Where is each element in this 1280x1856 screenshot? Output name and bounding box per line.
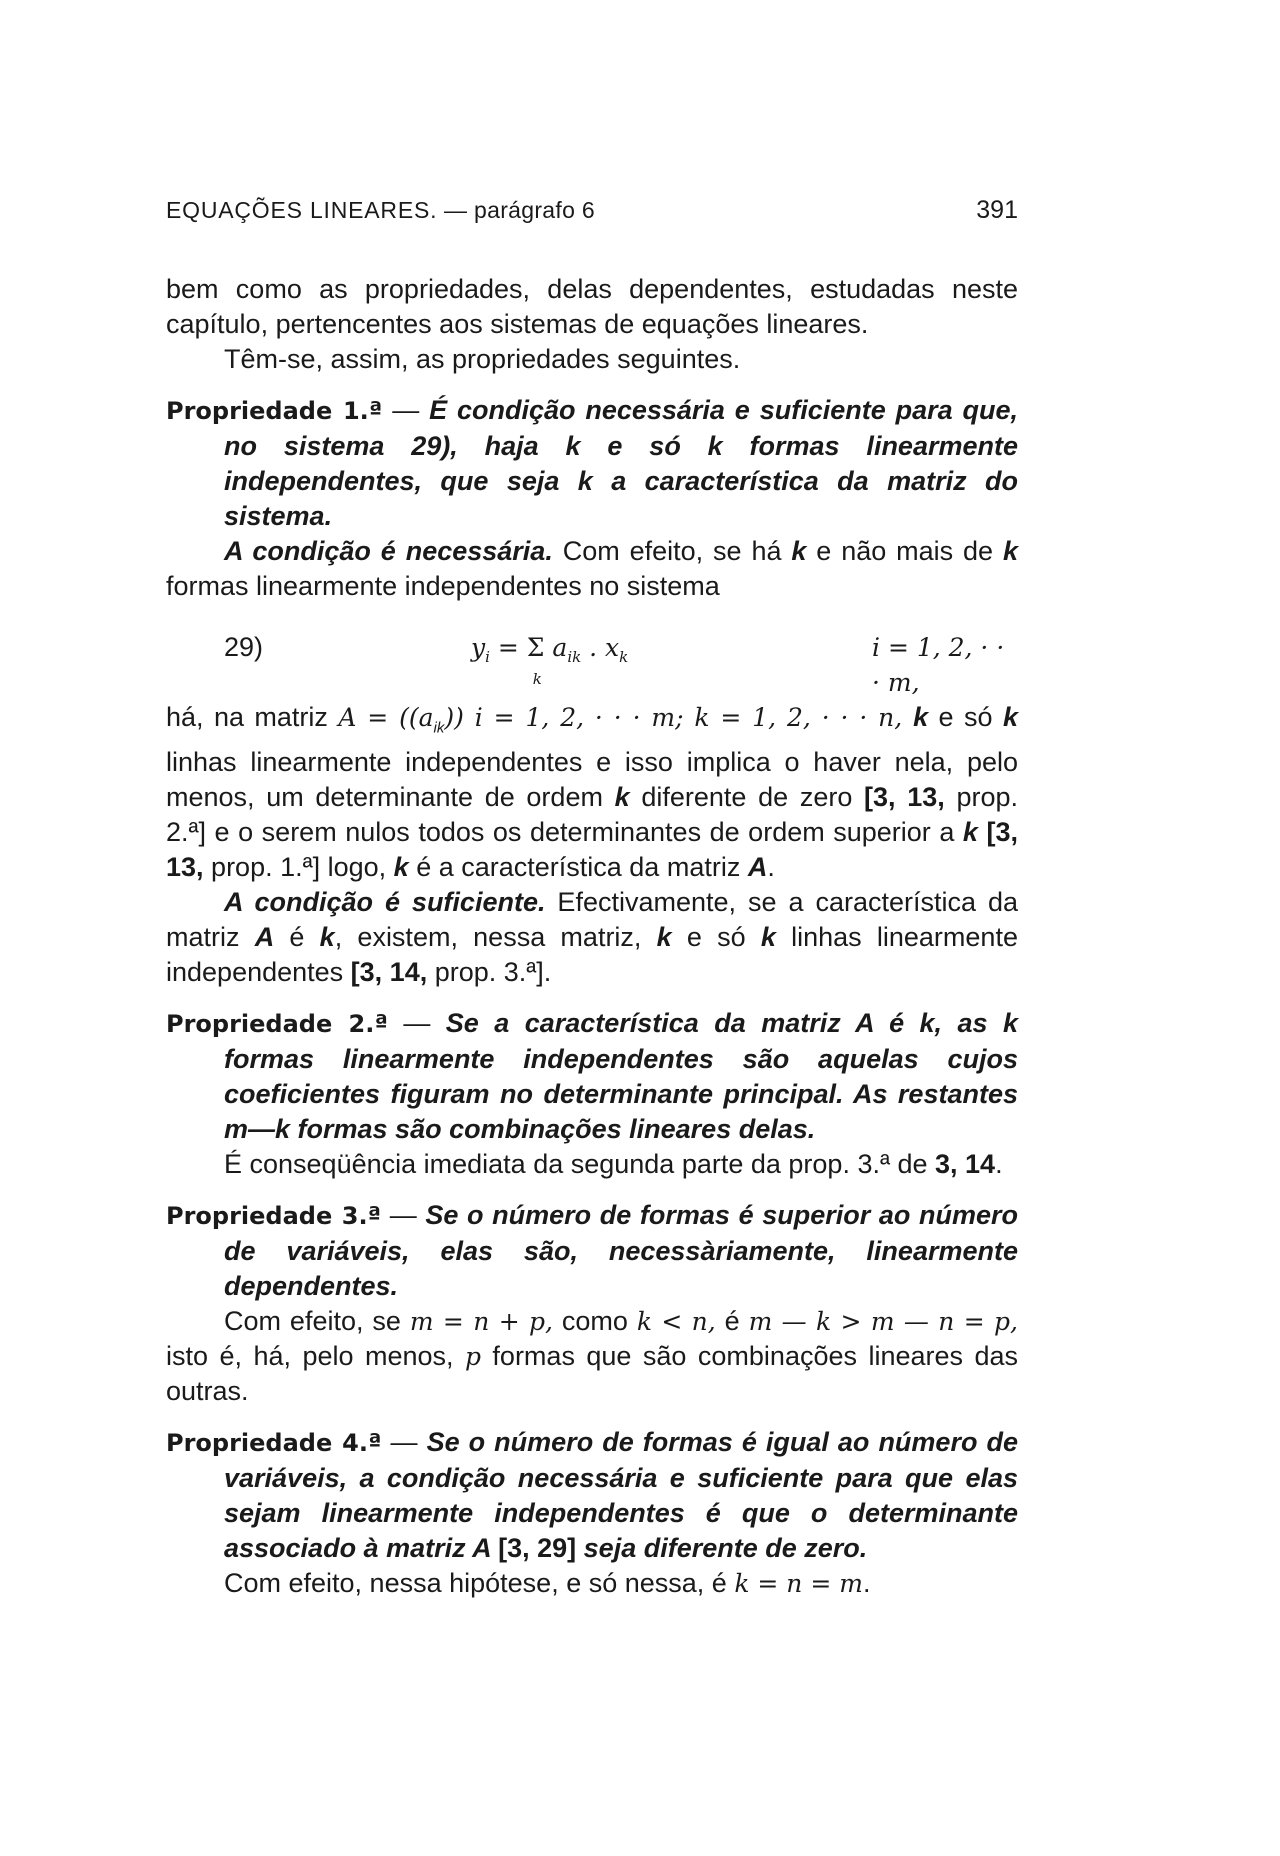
equation-body	[471, 630, 629, 688]
matrix-text-b: e só	[928, 702, 1003, 732]
property-3-math-1: m = n + p,	[409, 1307, 553, 1337]
equation-29	[166, 622, 1018, 697]
property-4-math: k = n = m	[734, 1569, 863, 1599]
page-header	[166, 196, 1018, 225]
property-3-label: Propriedade 3.ª	[166, 1202, 382, 1231]
matrix-text-f: logo,	[320, 852, 394, 883]
matrix-A: A	[747, 852, 768, 883]
property-1-statement-block	[166, 393, 1018, 534]
property-2-dash: —	[387, 1008, 446, 1039]
intro-paragraph: bem como as propriedades, delas dependentes, estudadas neste capítulo, pertencentes aos sistemas de equações lineares.	[166, 274, 1018, 339]
reference-3-14: [3, 14,	[350, 957, 428, 988]
eq-lhs-sub: i	[485, 648, 490, 666]
necessity-k1: k	[791, 536, 807, 566]
eq-a: a	[544, 633, 568, 662]
sufficiency-k3: k	[760, 922, 776, 953]
property-1-dash: —	[382, 395, 430, 425]
eq-x-sub: k	[619, 648, 629, 666]
property-2-label: Propriedade 2.ª	[166, 1010, 388, 1039]
page-body	[166, 272, 1018, 1601]
sufficiency-heading: A condição é suficiente.	[224, 887, 546, 918]
property-4-label: Propriedade 4.ª	[166, 1429, 382, 1458]
matrix-index: i = 1, 2, · · · m; k = 1, 2, · · · n,	[463, 703, 914, 732]
property-3-text-a: Com efeito, se	[224, 1306, 410, 1337]
equation-index-range: i = 1, 2, · · · m,	[872, 633, 1005, 697]
property-1-matrix-argument	[166, 700, 1018, 885]
property-3-text-b: como	[552, 1306, 637, 1337]
property-1-label: Propriedade 1.ª	[166, 397, 383, 425]
necessity-text-c: formas linearmente independentes no sistema	[166, 571, 720, 601]
property-1-statement: É condição necessária e suficiente para que, no sistema 29), haja k e só k formas linearmente independentes, que seja k a característica da matriz do sistema.	[224, 395, 1018, 531]
reference-3-13-b: [3, 13,	[166, 817, 1018, 883]
sufficiency-text-c: , existem, nessa matriz,	[334, 922, 657, 953]
sufficiency-text-d: e só	[671, 922, 761, 953]
running-title-rest: — parágrafo 6	[444, 197, 595, 223]
property-4-proof	[166, 1566, 1018, 1601]
equation-number: 29)	[224, 632, 264, 662]
property-3-math-2: k < n,	[636, 1307, 716, 1337]
running-title-caps: EQUAÇÕES LINEARES.	[166, 197, 438, 223]
reference-3-13-b-prop: prop. 1.ª]	[203, 852, 321, 883]
reference-3-29: [3, 29]	[498, 1533, 577, 1564]
reference-3-13: [3, 13,	[864, 782, 945, 813]
property-3-math-3: m — k > m — n = p,	[748, 1307, 1018, 1337]
matrix-text-c: linhas linearmente independentes e isso implica o haver nela, pelo menos, um determinante de ordem	[166, 747, 1018, 813]
sufficiency-A: A	[254, 922, 275, 953]
reference-3-14-c: 3, 14	[935, 1149, 996, 1180]
intro-lead-paragraph: Têm-se, assim, as propriedades seguintes.	[224, 344, 741, 374]
sufficiency-k1: k	[319, 922, 335, 953]
property-4-dash: —	[381, 1427, 427, 1458]
property-4-statement-block	[166, 1425, 1018, 1566]
property-4-statement-b: seja diferente de zero.	[576, 1533, 868, 1564]
property-4-text-a: Com efeito, nessa hipótese, e só nessa, é	[224, 1568, 735, 1599]
sufficiency-end: .	[543, 957, 552, 988]
property-3-text-c: é	[715, 1306, 749, 1337]
necessity-text-b: e não mais de	[806, 536, 1003, 566]
property-4-end: .	[862, 1568, 871, 1599]
property-4	[166, 1425, 1018, 1601]
property-1-sufficiency	[166, 885, 1018, 990]
eq-x: . x	[581, 633, 620, 662]
matrix-expr: A = ((a	[338, 703, 434, 732]
necessity-text-a: Com efeito, se há	[552, 536, 792, 566]
property-3-text-e: formas que são combinações lineares das outras.	[166, 1341, 1018, 1407]
property-3	[166, 1198, 1018, 1409]
matrix-text-a: há, na matriz	[166, 702, 339, 732]
eq-lhs: y	[471, 633, 486, 662]
property-2-statement: Se a característica da matriz A é k, as k formas linearmente independentes são aquelas cujos coeficientes figuram no determinante principal. As restantes m—k formas são combinações lineares delas.	[224, 1008, 1018, 1145]
property-3-statement-block	[166, 1198, 1018, 1304]
property-1-necessity	[166, 534, 1018, 604]
eq-equals: =	[489, 633, 527, 662]
sufficiency-text-b: é	[274, 922, 320, 953]
property-2-proof	[166, 1147, 1018, 1182]
sigma-symbol	[526, 630, 545, 688]
property-3-proof	[166, 1304, 1018, 1409]
sufficiency-text-a: Efectivamente, se a característica da matriz	[166, 887, 1018, 953]
property-2	[166, 1006, 1018, 1182]
matrix-k4: k	[962, 817, 978, 848]
matrix-k1: k	[913, 702, 929, 732]
matrix-sub: ik	[433, 719, 445, 737]
property-2-proof-text: É conseqüência imediata da segunda parte da prop. 3.ª de	[224, 1149, 935, 1180]
necessity-k2: k	[1002, 536, 1018, 566]
sufficiency-k2: k	[656, 922, 672, 953]
property-2-proof-end: .	[995, 1149, 1003, 1180]
matrix-text-d: diferente de zero	[629, 782, 865, 813]
property-4-statement-a: Se o número de formas é igual ao número de variáveis, a condição necessária e suficiente para que elas sejam linearmente independentes é que o determinante associado à matriz A	[224, 1427, 1018, 1564]
reference-3-14-prop: prop. 3.ª]	[427, 957, 544, 988]
matrix-close: ))	[444, 703, 464, 732]
property-1	[166, 393, 1018, 990]
necessity-heading: A condição é necessária.	[224, 536, 553, 566]
sufficiency-text-e: linhas linearmente independentes	[166, 922, 1018, 988]
sigma-glyph: Σ	[526, 633, 545, 662]
matrix-k5: k	[393, 852, 409, 883]
matrix-end: .	[767, 852, 775, 883]
property-3-text-d: isto é, há, pelo menos,	[166, 1341, 465, 1372]
eq-a-sub: ik	[567, 648, 582, 666]
matrix-text-e: e o serem nulos todos os determinantes de ordem superior a	[206, 817, 963, 848]
property-3-statement: Se o número de formas é superior ao número de variáveis, elas são, necessàriamente, linearmente dependentes.	[224, 1200, 1019, 1302]
reference-3-13-prop: prop. 2.ª]	[166, 782, 1019, 848]
running-title	[166, 197, 595, 224]
matrix-k2: k	[1002, 702, 1018, 732]
property-3-dash: —	[381, 1200, 426, 1231]
property-2-statement-block	[166, 1006, 1018, 1147]
sigma-under: k	[532, 670, 542, 688]
matrix-k3: k	[614, 782, 630, 813]
matrix-text-g: é a característica da matriz	[408, 852, 748, 883]
property-3-p: p	[464, 1342, 481, 1372]
page-number: 391	[976, 196, 1018, 224]
